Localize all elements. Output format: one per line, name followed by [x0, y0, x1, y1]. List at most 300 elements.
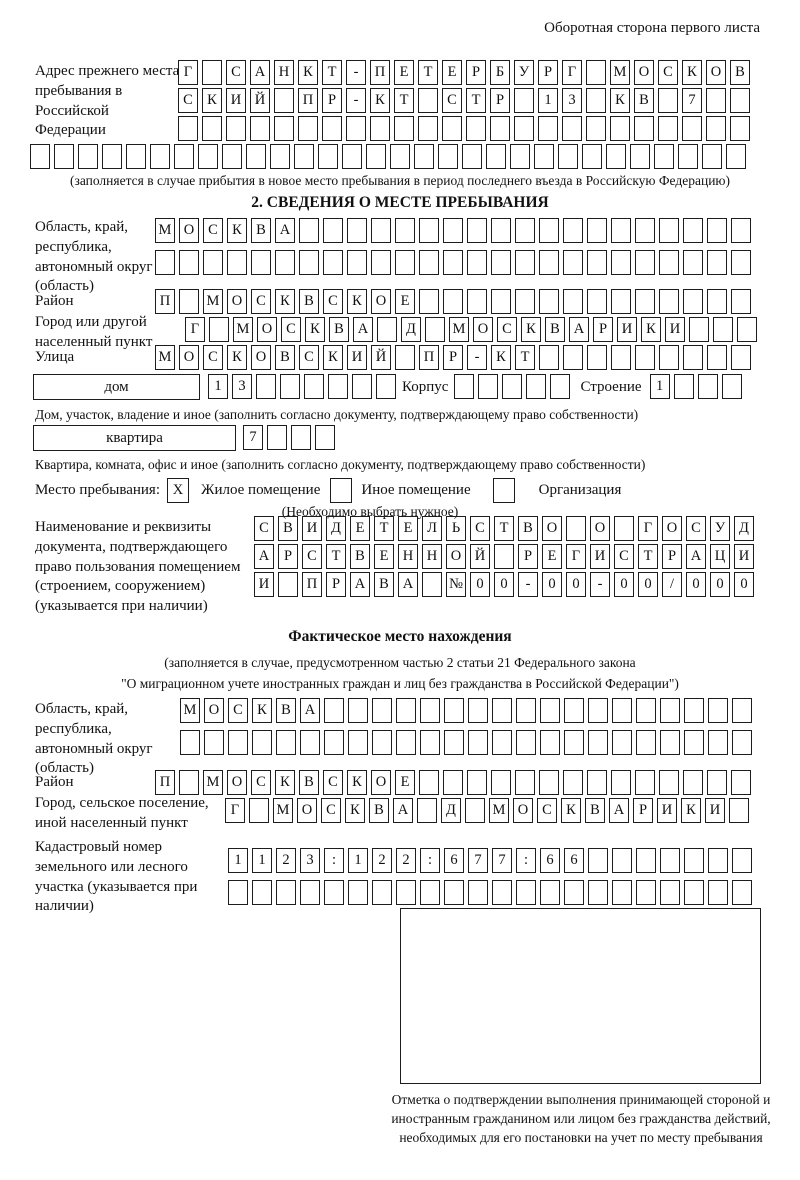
char-box[interactable]: Д — [734, 516, 754, 541]
char-box[interactable] — [420, 730, 440, 755]
char-box[interactable] — [294, 144, 314, 169]
char-box[interactable] — [660, 730, 680, 755]
char-box[interactable]: Р — [593, 317, 613, 342]
char-box[interactable] — [658, 116, 678, 141]
char-box[interactable]: И — [705, 798, 725, 823]
char-box[interactable] — [708, 730, 728, 755]
char-box[interactable] — [566, 516, 586, 541]
char-box[interactable] — [348, 880, 368, 905]
char-box[interactable] — [611, 218, 631, 243]
char-box[interactable]: П — [298, 88, 318, 113]
char-box[interactable] — [209, 317, 229, 342]
char-box[interactable] — [443, 250, 463, 275]
char-box[interactable] — [202, 60, 222, 85]
char-box[interactable]: С — [254, 516, 274, 541]
char-box[interactable]: А — [300, 698, 320, 723]
char-box[interactable]: Г — [562, 60, 582, 85]
char-box[interactable]: 2 — [396, 848, 416, 873]
char-box[interactable]: У — [514, 60, 534, 85]
char-box[interactable]: Р — [326, 572, 346, 597]
char-box[interactable]: В — [545, 317, 565, 342]
char-box[interactable]: М — [155, 345, 175, 370]
char-box[interactable] — [419, 250, 439, 275]
char-box[interactable]: - — [590, 572, 610, 597]
char-box[interactable]: Й — [371, 345, 391, 370]
char-box[interactable]: М — [610, 60, 630, 85]
char-box[interactable] — [587, 770, 607, 795]
char-box[interactable]: 1 — [252, 848, 272, 873]
char-box[interactable] — [588, 730, 608, 755]
char-box[interactable] — [395, 218, 415, 243]
char-box[interactable] — [730, 116, 750, 141]
char-box[interactable] — [514, 88, 534, 113]
char-box[interactable] — [586, 88, 606, 113]
char-box[interactable]: П — [419, 345, 439, 370]
char-box[interactable]: С — [323, 770, 343, 795]
char-box[interactable] — [492, 880, 512, 905]
char-box[interactable]: А — [609, 798, 629, 823]
char-box[interactable] — [465, 798, 485, 823]
char-box[interactable] — [683, 218, 703, 243]
char-box[interactable] — [636, 848, 656, 873]
apartment-type-box[interactable]: квартира — [33, 425, 236, 451]
char-box[interactable] — [731, 250, 751, 275]
char-box[interactable]: В — [278, 516, 298, 541]
char-box[interactable] — [346, 116, 366, 141]
char-box[interactable]: : — [516, 848, 536, 873]
char-box[interactable] — [352, 374, 372, 399]
char-box[interactable] — [394, 116, 414, 141]
char-box[interactable]: В — [518, 516, 538, 541]
char-box[interactable] — [491, 770, 511, 795]
char-box[interactable] — [417, 798, 437, 823]
char-box[interactable]: П — [302, 572, 322, 597]
char-box[interactable] — [228, 730, 248, 755]
char-box[interactable]: 3 — [562, 88, 582, 113]
char-box[interactable] — [707, 218, 727, 243]
char-box[interactable]: С — [203, 345, 223, 370]
char-box[interactable] — [348, 698, 368, 723]
char-box[interactable] — [275, 250, 295, 275]
char-box[interactable] — [278, 572, 298, 597]
char-box[interactable] — [444, 730, 464, 755]
char-box[interactable]: О — [227, 289, 247, 314]
char-box[interactable] — [636, 730, 656, 755]
char-box[interactable]: Н — [422, 544, 442, 569]
char-box[interactable] — [588, 880, 608, 905]
char-box[interactable] — [276, 730, 296, 755]
char-box[interactable]: М — [203, 770, 223, 795]
char-box[interactable]: О — [634, 60, 654, 85]
char-box[interactable] — [328, 374, 348, 399]
char-box[interactable]: И — [657, 798, 677, 823]
char-box[interactable]: Р — [466, 60, 486, 85]
char-box[interactable] — [702, 144, 722, 169]
char-box[interactable] — [731, 289, 751, 314]
char-box[interactable]: И — [226, 88, 246, 113]
char-box[interactable] — [155, 250, 175, 275]
char-box[interactable] — [562, 116, 582, 141]
char-box[interactable] — [659, 770, 679, 795]
char-box[interactable] — [515, 289, 535, 314]
char-box[interactable]: Т — [515, 345, 535, 370]
char-box[interactable] — [674, 374, 694, 399]
char-box[interactable] — [30, 144, 50, 169]
char-box[interactable] — [611, 345, 631, 370]
char-box[interactable]: И — [665, 317, 685, 342]
char-box[interactable] — [468, 880, 488, 905]
char-box[interactable]: Е — [395, 770, 415, 795]
char-box[interactable] — [323, 218, 343, 243]
char-box[interactable]: О — [371, 289, 391, 314]
char-box[interactable] — [539, 345, 559, 370]
char-box[interactable]: С — [658, 60, 678, 85]
char-box[interactable] — [274, 116, 294, 141]
char-box[interactable]: 0 — [542, 572, 562, 597]
char-box[interactable] — [614, 516, 634, 541]
char-box[interactable] — [516, 698, 536, 723]
char-box[interactable]: Е — [398, 516, 418, 541]
char-box[interactable]: Р — [490, 88, 510, 113]
char-box[interactable]: О — [179, 218, 199, 243]
char-box[interactable]: Н — [398, 544, 418, 569]
char-box[interactable]: С — [299, 345, 319, 370]
char-box[interactable]: Е — [542, 544, 562, 569]
char-box[interactable] — [180, 730, 200, 755]
char-box[interactable]: К — [275, 770, 295, 795]
char-box[interactable] — [732, 698, 752, 723]
char-box[interactable] — [587, 345, 607, 370]
char-box[interactable] — [534, 144, 554, 169]
char-box[interactable]: К — [227, 218, 247, 243]
char-box[interactable] — [684, 698, 704, 723]
char-box[interactable] — [298, 116, 318, 141]
char-box[interactable]: К — [681, 798, 701, 823]
char-box[interactable]: М — [155, 218, 175, 243]
char-box[interactable]: Р — [662, 544, 682, 569]
char-box[interactable] — [174, 144, 194, 169]
char-box[interactable] — [732, 880, 752, 905]
char-box[interactable] — [540, 698, 560, 723]
char-box[interactable] — [732, 730, 752, 755]
char-box[interactable] — [722, 374, 742, 399]
char-box[interactable] — [659, 345, 679, 370]
char-box[interactable] — [222, 144, 242, 169]
char-box[interactable] — [267, 425, 287, 450]
char-box[interactable] — [587, 289, 607, 314]
char-box[interactable] — [582, 144, 602, 169]
char-box[interactable]: С — [302, 544, 322, 569]
char-box[interactable] — [678, 144, 698, 169]
char-box[interactable] — [683, 250, 703, 275]
char-box[interactable] — [682, 116, 702, 141]
char-box[interactable] — [563, 770, 583, 795]
char-box[interactable] — [708, 880, 728, 905]
char-box[interactable] — [420, 698, 440, 723]
char-box[interactable]: 0 — [614, 572, 634, 597]
char-box[interactable]: Г — [185, 317, 205, 342]
char-box[interactable]: Л — [422, 516, 442, 541]
char-box[interactable]: А — [686, 544, 706, 569]
char-box[interactable]: П — [155, 770, 175, 795]
char-box[interactable]: О — [227, 770, 247, 795]
char-box[interactable]: 2 — [372, 848, 392, 873]
char-box[interactable] — [683, 770, 703, 795]
char-box[interactable] — [514, 116, 534, 141]
char-box[interactable]: А — [353, 317, 373, 342]
char-box[interactable]: - — [518, 572, 538, 597]
char-box[interactable]: С — [226, 60, 246, 85]
char-box[interactable] — [659, 250, 679, 275]
char-box[interactable]: В — [350, 544, 370, 569]
char-box[interactable]: Т — [418, 60, 438, 85]
char-box[interactable] — [420, 880, 440, 905]
char-box[interactable] — [372, 698, 392, 723]
char-box[interactable]: Ц — [710, 544, 730, 569]
char-box[interactable]: Г — [638, 516, 658, 541]
char-box[interactable] — [612, 698, 632, 723]
char-box[interactable] — [425, 317, 445, 342]
char-box[interactable]: С — [281, 317, 301, 342]
house-type-box[interactable]: дом — [33, 374, 200, 400]
char-box[interactable] — [550, 374, 570, 399]
char-box[interactable]: К — [298, 60, 318, 85]
char-box[interactable] — [683, 289, 703, 314]
char-box[interactable] — [395, 345, 415, 370]
char-box[interactable]: 1 — [538, 88, 558, 113]
char-box[interactable] — [539, 289, 559, 314]
char-box[interactable] — [246, 144, 266, 169]
char-box[interactable]: Н — [274, 60, 294, 85]
char-box[interactable]: С — [203, 218, 223, 243]
char-box[interactable]: К — [347, 770, 367, 795]
char-box[interactable] — [635, 770, 655, 795]
char-box[interactable] — [516, 730, 536, 755]
char-box[interactable] — [419, 770, 439, 795]
char-box[interactable]: О — [473, 317, 493, 342]
char-box[interactable] — [586, 116, 606, 141]
char-box[interactable]: 7 — [468, 848, 488, 873]
char-box[interactable] — [515, 770, 535, 795]
char-box[interactable] — [348, 730, 368, 755]
char-box[interactable]: : — [420, 848, 440, 873]
char-box[interactable] — [713, 317, 733, 342]
char-box[interactable] — [563, 289, 583, 314]
char-box[interactable] — [539, 250, 559, 275]
char-box[interactable]: 7 — [492, 848, 512, 873]
char-box[interactable]: С — [178, 88, 198, 113]
char-box[interactable] — [654, 144, 674, 169]
char-box[interactable] — [515, 250, 535, 275]
char-box[interactable]: У — [710, 516, 730, 541]
char-box[interactable] — [203, 250, 223, 275]
char-box[interactable] — [300, 730, 320, 755]
char-box[interactable] — [486, 144, 506, 169]
char-box[interactable]: Г — [566, 544, 586, 569]
char-box[interactable] — [660, 848, 680, 873]
char-box[interactable]: Й — [250, 88, 270, 113]
char-box[interactable] — [612, 730, 632, 755]
char-box[interactable] — [323, 250, 343, 275]
char-box[interactable] — [304, 374, 324, 399]
char-box[interactable] — [204, 730, 224, 755]
char-box[interactable] — [442, 116, 462, 141]
char-box[interactable] — [611, 770, 631, 795]
char-box[interactable] — [468, 698, 488, 723]
char-box[interactable] — [731, 770, 751, 795]
char-box[interactable]: Т — [394, 88, 414, 113]
char-box[interactable]: К — [305, 317, 325, 342]
char-box[interactable] — [198, 144, 218, 169]
char-box[interactable] — [689, 317, 709, 342]
char-box[interactable] — [658, 88, 678, 113]
char-box[interactable]: К — [491, 345, 511, 370]
char-box[interactable]: М — [273, 798, 293, 823]
char-box[interactable]: К — [345, 798, 365, 823]
char-box[interactable] — [443, 289, 463, 314]
char-box[interactable] — [684, 730, 704, 755]
char-box[interactable]: / — [662, 572, 682, 597]
char-box[interactable]: М — [449, 317, 469, 342]
char-box[interactable] — [634, 116, 654, 141]
char-box[interactable] — [630, 144, 650, 169]
char-box[interactable]: К — [323, 345, 343, 370]
char-box[interactable] — [526, 374, 546, 399]
char-box[interactable] — [438, 144, 458, 169]
char-box[interactable] — [563, 345, 583, 370]
char-box[interactable] — [179, 770, 199, 795]
char-box[interactable]: 0 — [566, 572, 586, 597]
char-box[interactable] — [660, 698, 680, 723]
char-box[interactable] — [396, 730, 416, 755]
char-box[interactable] — [467, 250, 487, 275]
char-box[interactable] — [376, 374, 396, 399]
char-box[interactable]: С — [537, 798, 557, 823]
char-box[interactable] — [324, 698, 344, 723]
char-box[interactable]: С — [228, 698, 248, 723]
char-box[interactable] — [491, 250, 511, 275]
char-box[interactable]: Р — [518, 544, 538, 569]
char-box[interactable]: В — [374, 572, 394, 597]
char-box[interactable]: О — [542, 516, 562, 541]
char-box[interactable] — [731, 345, 751, 370]
char-box[interactable] — [251, 250, 271, 275]
char-box[interactable] — [256, 374, 276, 399]
char-box[interactable] — [347, 250, 367, 275]
char-box[interactable] — [370, 116, 390, 141]
char-box[interactable] — [730, 88, 750, 113]
char-box[interactable]: К — [641, 317, 661, 342]
char-box[interactable]: И — [734, 544, 754, 569]
char-box[interactable] — [444, 880, 464, 905]
char-box[interactable]: Е — [374, 544, 394, 569]
char-box[interactable]: Ь — [446, 516, 466, 541]
char-box[interactable]: 3 — [232, 374, 252, 399]
char-box[interactable]: Е — [442, 60, 462, 85]
char-box[interactable]: О — [371, 770, 391, 795]
char-box[interactable] — [372, 730, 392, 755]
char-box[interactable] — [684, 880, 704, 905]
char-box[interactable] — [228, 880, 248, 905]
char-box[interactable] — [558, 144, 578, 169]
char-box[interactable] — [610, 116, 630, 141]
char-box[interactable] — [538, 116, 558, 141]
char-box[interactable] — [588, 848, 608, 873]
char-box[interactable]: Е — [394, 60, 414, 85]
char-box[interactable]: К — [252, 698, 272, 723]
char-box[interactable]: 3 — [300, 848, 320, 873]
char-box[interactable] — [707, 770, 727, 795]
char-box[interactable] — [510, 144, 530, 169]
char-box[interactable] — [396, 880, 416, 905]
char-box[interactable]: В — [299, 770, 319, 795]
char-box[interactable] — [636, 698, 656, 723]
char-box[interactable] — [249, 798, 269, 823]
char-box[interactable] — [274, 88, 294, 113]
char-box[interactable]: О — [662, 516, 682, 541]
char-box[interactable]: 0 — [494, 572, 514, 597]
char-box[interactable] — [54, 144, 74, 169]
char-box[interactable] — [516, 880, 536, 905]
char-box[interactable] — [390, 144, 410, 169]
char-box[interactable]: К — [275, 289, 295, 314]
char-box[interactable] — [635, 218, 655, 243]
char-box[interactable]: Е — [350, 516, 370, 541]
char-box[interactable] — [726, 144, 746, 169]
char-box[interactable]: В — [251, 218, 271, 243]
char-box[interactable] — [563, 218, 583, 243]
char-box[interactable]: К — [347, 289, 367, 314]
char-box[interactable] — [418, 116, 438, 141]
char-box[interactable] — [494, 544, 514, 569]
char-box[interactable]: О — [251, 345, 271, 370]
char-box[interactable] — [540, 880, 560, 905]
char-box[interactable]: - — [467, 345, 487, 370]
char-box[interactable] — [492, 698, 512, 723]
char-box[interactable]: Г — [178, 60, 198, 85]
char-box[interactable] — [707, 345, 727, 370]
char-box[interactable] — [707, 289, 727, 314]
char-box[interactable]: С — [442, 88, 462, 113]
char-box[interactable] — [226, 116, 246, 141]
char-box[interactable]: Т — [494, 516, 514, 541]
char-box[interactable] — [468, 730, 488, 755]
char-box[interactable]: П — [155, 289, 175, 314]
char-box[interactable] — [539, 218, 559, 243]
char-box[interactable] — [467, 218, 487, 243]
char-box[interactable] — [270, 144, 290, 169]
organization-checkbox[interactable] — [493, 478, 515, 503]
char-box[interactable] — [178, 116, 198, 141]
char-box[interactable]: О — [257, 317, 277, 342]
char-box[interactable]: А — [350, 572, 370, 597]
char-box[interactable]: Р — [633, 798, 653, 823]
char-box[interactable] — [227, 250, 247, 275]
char-box[interactable] — [371, 250, 391, 275]
char-box[interactable]: К — [202, 88, 222, 113]
char-box[interactable] — [396, 698, 416, 723]
char-box[interactable]: 6 — [444, 848, 464, 873]
char-box[interactable]: М — [203, 289, 223, 314]
char-box[interactable] — [372, 880, 392, 905]
char-box[interactable]: И — [347, 345, 367, 370]
char-box[interactable]: Б — [490, 60, 510, 85]
char-box[interactable]: 0 — [686, 572, 706, 597]
char-box[interactable]: Т — [374, 516, 394, 541]
char-box[interactable] — [300, 880, 320, 905]
char-box[interactable] — [540, 730, 560, 755]
char-box[interactable] — [587, 250, 607, 275]
